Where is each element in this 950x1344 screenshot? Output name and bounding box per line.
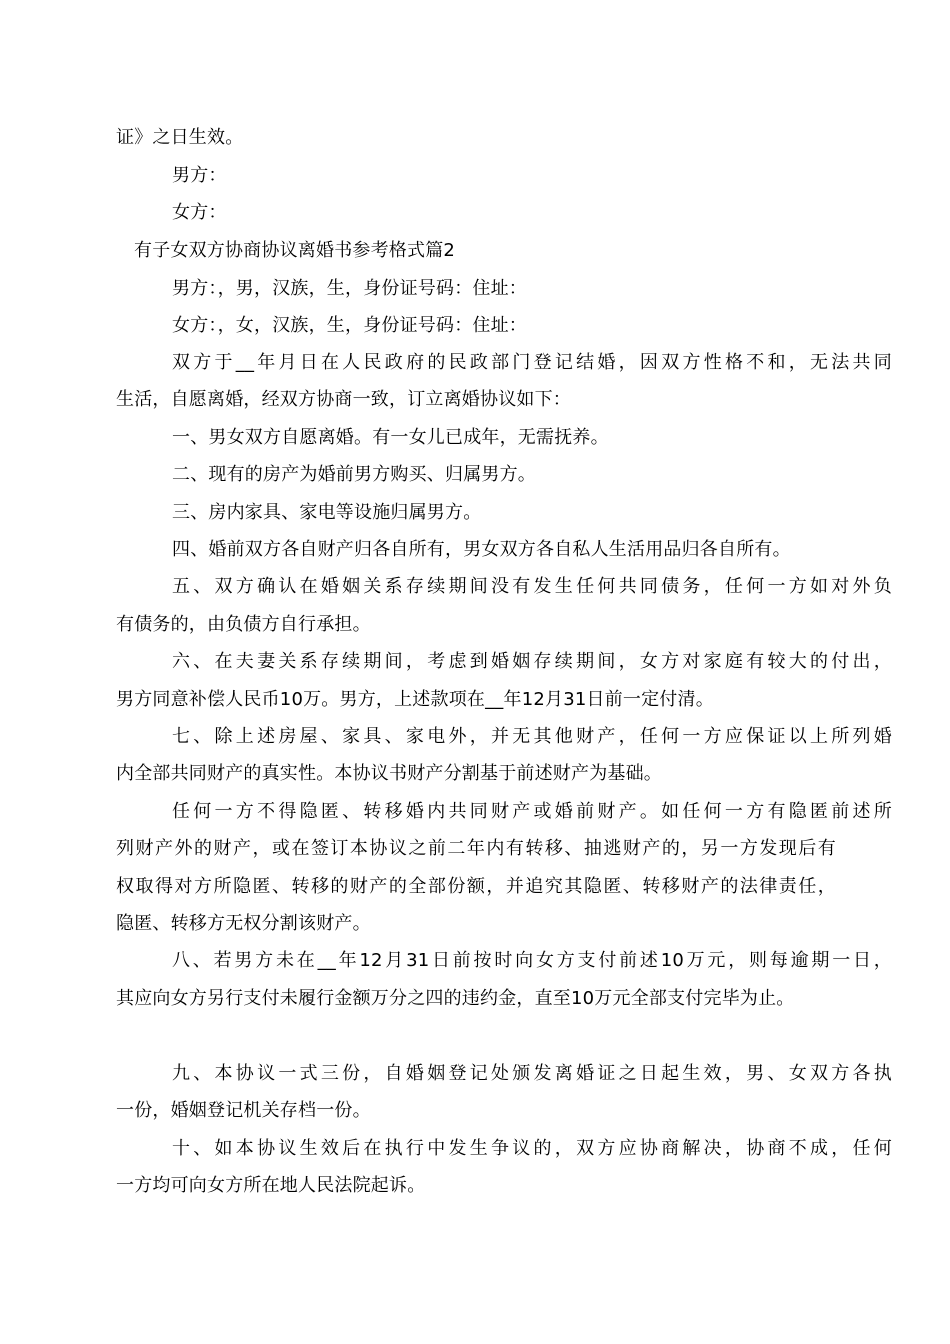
paragraph-line: 列财产外的财产，或在签订本协议之前二年内有转移、抽逃财产的，另一方发现后有 xyxy=(116,838,836,859)
clause-6-cont: 男方同意补偿人民币10万。男方，上述款项在__年12月31日前一定付清。 xyxy=(116,689,714,710)
paragraph-line: 任何一方不得隐匿、转移婚内共同财产或婚前财产。如任何一方有隐匿前述所 xyxy=(172,801,892,822)
female-party-info: 女方：，女，汉族，生，身份证号码：住址： xyxy=(172,315,527,336)
clause-8: 八、若男方未在__年12月31日前按时向女方支付前述10万元，则每逾期一日， xyxy=(172,950,892,971)
paragraph-line: 双方于__年月日在人民政府的民政部门登记结婚，因双方性格不和，无法共同 xyxy=(172,352,892,373)
clause-5: 五、双方确认在婚姻关系存续期间没有发生任何共同债务，任何一方如对外负 xyxy=(172,576,892,597)
clause-6: 六、在夫妻关系存续期间，考虑到婚姻存续期间，女方对家庭有较大的付出， xyxy=(172,651,892,672)
paragraph-line: 隐匿、转移方无权分割该财产。 xyxy=(116,913,371,934)
clause-2: 二、现有的房产为婚前男方购买、归属男方。 xyxy=(172,464,536,485)
clause-4: 四、婚前双方各自财产归各自所有，男女双方各自私人生活用品归各自所有。 xyxy=(172,539,791,560)
clause-9: 九、本协议一式三份，自婚姻登记处颁发离婚证之日起生效，男、女双方各执 xyxy=(172,1063,892,1084)
clause-5-cont: 有债务的，由负债方自行承担。 xyxy=(116,614,371,635)
clause-9-cont: 一份，婚姻登记机关存档一份。 xyxy=(116,1100,371,1121)
clause-3: 三、房内家具、家电等设施归属男方。 xyxy=(172,502,482,523)
male-party-info: 男方：，男，汉族，生，身份证号码：住址： xyxy=(172,278,527,299)
clause-7-cont: 内全部共同财产的真实性。本协议书财产分割基于前述财产为基础。 xyxy=(116,763,662,784)
clause-10-cont: 一方均可向女方所在地人民法院起诉。 xyxy=(116,1175,426,1196)
clause-1: 一、男女双方自愿离婚。有一女儿已成年，无需抚养。 xyxy=(172,427,609,448)
signature-female-label: 女方： xyxy=(172,202,227,223)
section-title: 有子女双方协商协议离婚书参考格式篇2 xyxy=(134,240,456,261)
text-line: 证》之日生效。 xyxy=(116,127,244,148)
paragraph-line: 生活，自愿离婚，经双方协商一致，订立离婚协议如下： xyxy=(116,389,571,410)
signature-male-label: 男方： xyxy=(172,165,227,186)
clause-10: 十、如本协议生效后在执行中发生争议的，双方应协商解决，协商不成，任何 xyxy=(172,1138,892,1159)
clause-7: 七、除上述房屋、家具、家电外，并无其他财产，任何一方应保证以上所列婚 xyxy=(172,726,892,747)
clause-8-cont: 其应向女方另行支付未履行金额万分之四的违约金，直至10万元全部支付完毕为止。 xyxy=(116,988,795,1009)
paragraph-line: 权取得对方所隐匿、转移的财产的全部份额，并追究其隐匿、转移财产的法律责任， xyxy=(116,876,836,897)
